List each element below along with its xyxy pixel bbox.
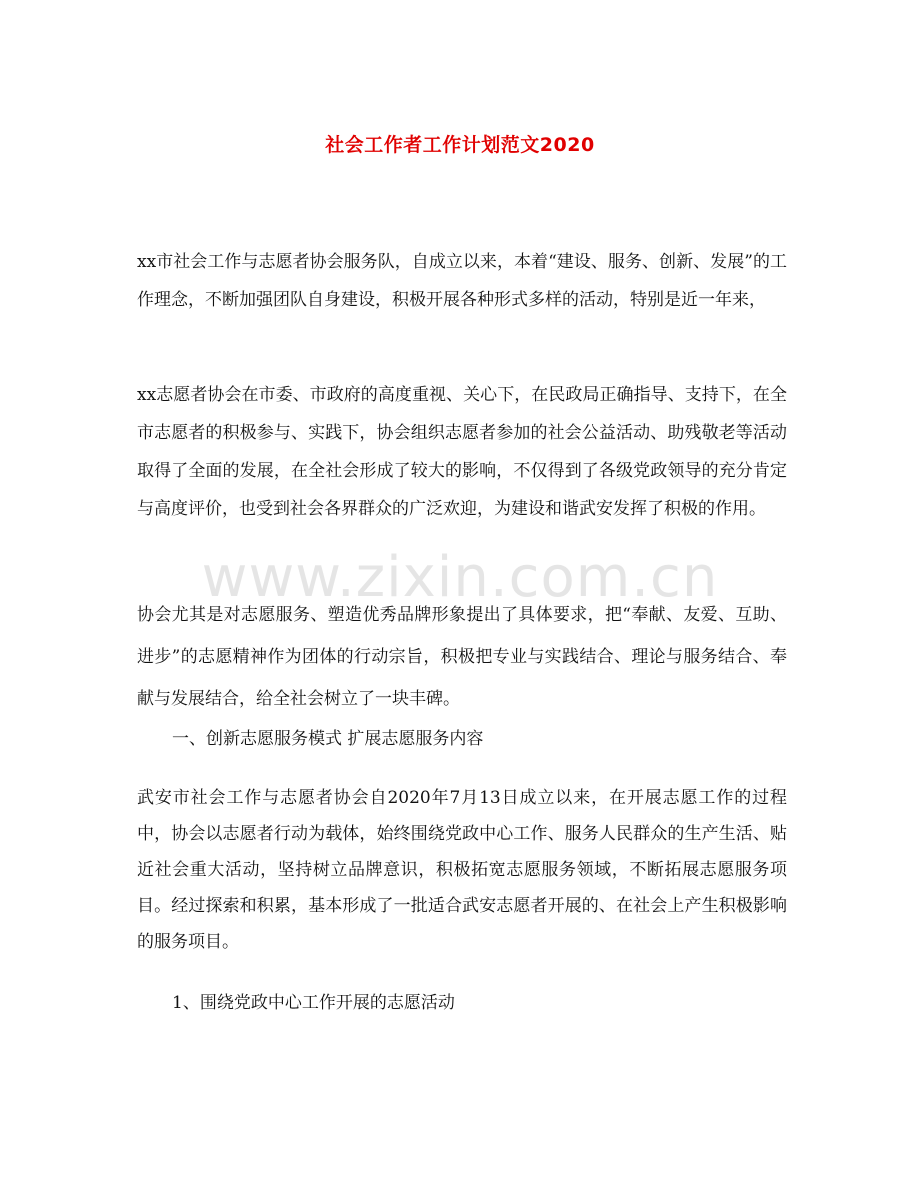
- paragraph-history: 武安市社会工作与志愿者协会自2020年7月13日成立以来，在开展志愿工作的过程中，协会以志愿者行动为载体，始终围绕党政中心工作、服务人民群众的生产生活、贴近社会重大活动，坚持树立品牌意识，积极拓宽志愿服务领域，不断拓展志愿服务项目。经过探索和积累，基本形成了一批适合武安志愿者开展的、在社会上产生积极影响的服务项目。: [137, 788, 787, 952]
- watermark: www.zixin.com.cn: [201, 545, 719, 610]
- section-heading-1: 一、创新志愿服务模式 扩展志愿服务内容: [172, 729, 484, 749]
- subsection-heading-1: 1、围绕党政中心工作开展的志愿活动: [172, 993, 455, 1013]
- paragraph-intro: xx市社会工作与志愿者协会服务队，自成立以来，本着“建设、服务、创新、发展”的工作理念，不断加强团队自身建设，积极开展各种形式多样的活动，特别是近一年来，: [137, 252, 787, 310]
- paragraph-requirements: 协会尤其是对志愿服务、塑造优秀品牌形象提出了具体要求，把“奉献、友爱、互助、进步”的志愿精神作为团体的行动宗旨，积极把专业与实践结合、理论与服务结合、奉献与发展结合，给全社会树立了一块丰碑。: [137, 605, 787, 709]
- paragraph-achievements: xx志愿者协会在市委、市政府的高度重视、关心下，在民政局正确指导、支持下，在全市志愿者的积极参与、实践下，协会组织志愿者参加的社会公益活动、助残敬老等活动取得了全面的发展，在全社会形成了较大的影响，不仅得到了各级党政领导的充分肯定与高度评价，也受到社会各界群众的广泛欢迎，为建设和谐武安发挥了积极的作用。: [137, 385, 787, 519]
- document-title: 社会工作者工作计划范文2020: [325, 134, 595, 156]
